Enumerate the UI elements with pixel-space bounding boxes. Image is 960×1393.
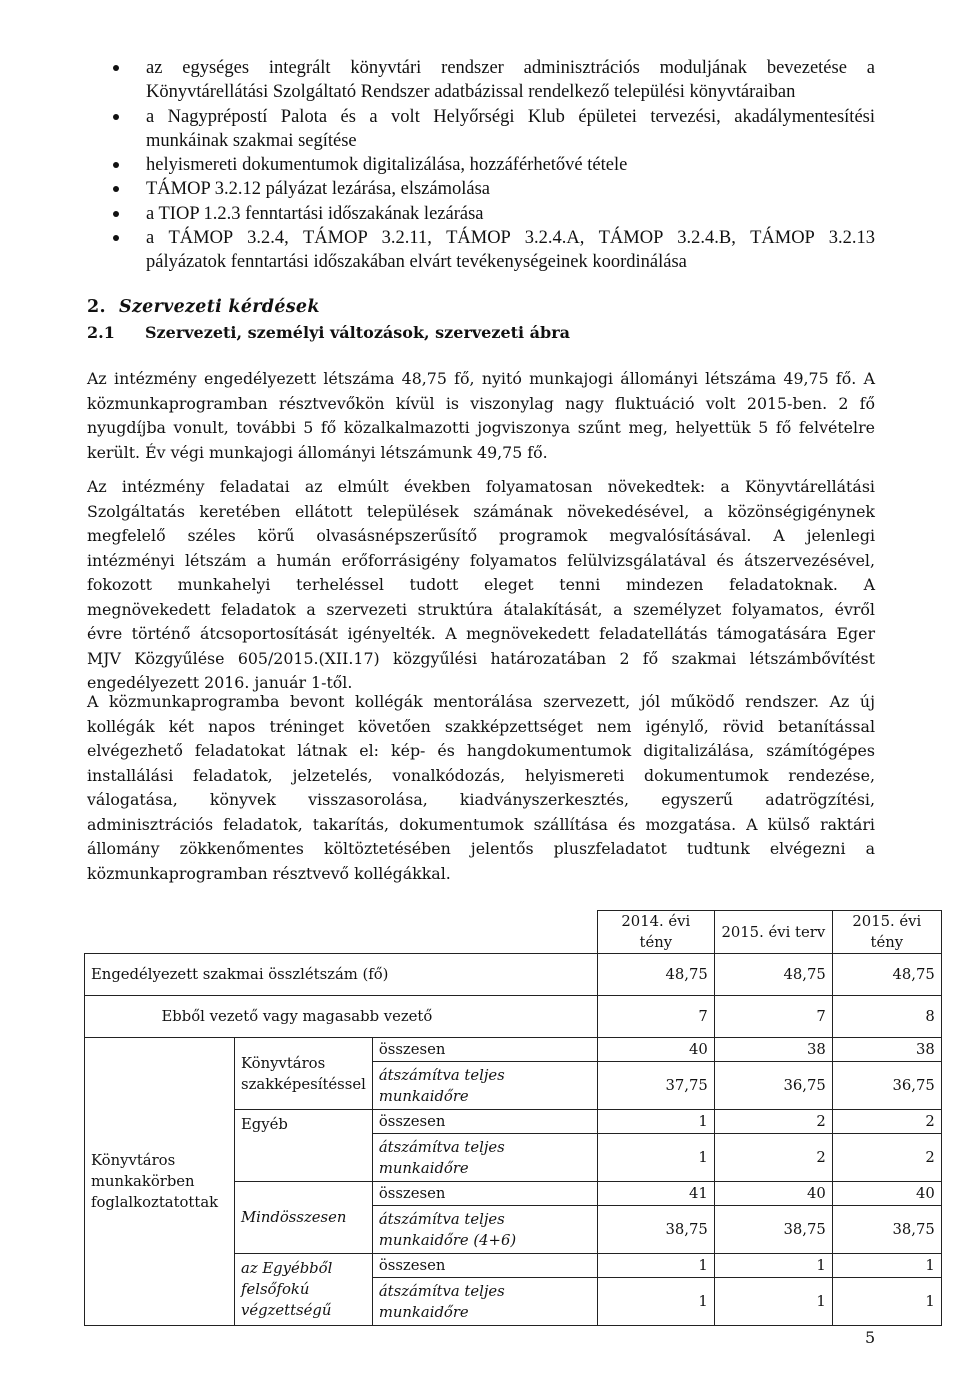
bullet-item: [113, 202, 875, 226]
page-number: 5: [865, 1328, 876, 1347]
table-cell: 7: [597, 996, 714, 1038]
table-cell: 48,75: [597, 954, 714, 996]
subsection-number: 2.1: [87, 323, 115, 342]
table-cell: 1: [597, 1254, 714, 1278]
row-label: átszámítva teljes munkaidőre: [372, 1134, 597, 1182]
section-heading: [87, 297, 320, 317]
table-cell: 48,75: [832, 954, 941, 996]
task-bullet-list: [113, 56, 875, 275]
table-cell: 1: [832, 1254, 941, 1278]
table-cell: 2: [714, 1110, 832, 1134]
row-label: Ebből vezető vagy magasabb vezető: [156, 996, 598, 1038]
paragraph-line: került. Év végi munkajogi állományi létszámunk 49,75 fő.: [87, 442, 548, 462]
paragraph-line: fokozott munkahelyi terheléssel tudott eleget tenni mindezen feladatoknak. A: [87, 575, 875, 594]
table-cell: 40: [714, 1182, 832, 1206]
paragraph-line: Az intézmény engedélyezett létszáma 48,75 fő, nyitó munkajogi állományi létszáma 49,75 fő. A: [87, 369, 875, 388]
paragraph-line: intézményi létszám a humán erőforrásigény folyamatos felülvizsgálatával és átszervezésével,: [87, 550, 875, 570]
table-cell: 2: [714, 1134, 832, 1182]
row-label: összesen: [372, 1110, 597, 1134]
table-cell: 1: [714, 1254, 832, 1278]
paragraph-line: kollégák két napos tréninget követően szakképzettséget nem igénylő, rövid betanítással: [87, 716, 875, 736]
row-label: átszámítva teljes munkaidőre: [372, 1278, 597, 1326]
bullet-line: munkáinak szakmai segítése: [146, 130, 357, 151]
table-row: [85, 1038, 942, 1062]
table-cell: 1: [597, 1134, 714, 1182]
table-cell: 1: [597, 1110, 714, 1134]
group-label: Könyvtáros munkakörben foglalkoztatottak: [85, 1038, 235, 1326]
row-label: átszámítva teljes munkaidőre: [372, 1062, 597, 1110]
table-cell: 2: [832, 1110, 941, 1134]
bullet-line: a Nagyprépostí Palota és a volt Helyőrségi Klub épületei tervezési, akadálymentesítési: [146, 106, 875, 127]
table-cell: 41: [597, 1182, 714, 1206]
bullet-item: [113, 177, 875, 201]
table-row: [85, 954, 942, 996]
table-cell: 1: [714, 1278, 832, 1326]
paragraph-line: A közmunkaprogramba bevont kollégák mentorálása szervezett, jól működő rendszer. Az új: [87, 692, 875, 711]
paragraph-tasks: [87, 475, 875, 696]
bullet-line: a TIOP 1.2.3 fenntartási időszakának lezárása: [146, 203, 484, 224]
paragraph-public-work: [87, 690, 875, 886]
subgroup-label: az Egyébből felsőfokú végzettségű: [235, 1254, 373, 1326]
section-number: 2.: [87, 297, 106, 317]
table-cell: 38,75: [832, 1206, 941, 1254]
paragraph-line: MJV Közgyűlése 605/2015.(XII.17) közgyűlési határozatában 2 fő szakmai létszámbővítést: [87, 648, 875, 668]
staff-table: [84, 910, 942, 1326]
paragraph-line: válogatása, könyvek visszasorolása, kiadványszerkesztés, egyszerű adatrögzítési,: [87, 790, 875, 809]
bullet-item: [113, 153, 875, 177]
table-cell: 8: [832, 996, 941, 1038]
bullet-item: [113, 56, 875, 105]
table-cell: 1: [597, 1278, 714, 1326]
table-header-row: [85, 911, 942, 954]
paragraph-line: engedélyezett 2016. január 1-től.: [87, 673, 353, 692]
paragraph-headcount: [87, 367, 875, 465]
subsection-title: Szervezeti, személyi változások, szervezeti ábra: [145, 323, 571, 342]
table-cell: 38,75: [714, 1206, 832, 1254]
paragraph-line: elvégezhető feladatokat látnak el: kép- és hangdokumentumok digitalizálása, számítógépes: [87, 741, 875, 760]
paragraph-line: adminisztrációs feladatok, takarítás, dokumentumok szállítása és mozgatása. A külső raktári: [87, 814, 875, 834]
paragraph-line: Szolgáltatás keretében ellátott települések számának növekedésével, a közönségigénynek: [87, 501, 875, 521]
table-cell: 40: [832, 1182, 941, 1206]
paragraph-line: nyugdíjba vonult, további 5 fő közalkalmazotti jogviszonya szűnt meg, helyettük 5 fő felvételre: [87, 418, 875, 437]
table-header: 2014. évi tény: [597, 911, 714, 954]
table-cell: 38,75: [597, 1206, 714, 1254]
table-cell: 38: [832, 1038, 941, 1062]
bullet-line: TÁMOP 3.2.12 pályázat lezárása, elszámolása: [146, 179, 491, 200]
paragraph-line: installálási feladatok, jelzetelés, vonalkódozás, helyismereti dokumentumok rendezése,: [87, 765, 875, 785]
row-label: átszámítva teljes munkaidőre (4+6): [372, 1206, 597, 1254]
table-cell: 2: [832, 1134, 941, 1182]
paragraph-line: állomány zökkenőmentes költöztetésében jelentős pluszfeladatot tudtunk elvégezni a: [87, 839, 875, 858]
table-cell: 36,75: [714, 1062, 832, 1110]
bullet-line: Könyvtárellátási Szolgáltató Rendszer adatbázissal rendelkező települési könyvtáraiban: [146, 82, 796, 103]
paragraph-line: Az intézmény feladatai az elmúlt években folyamatosan növekedtek: a Könyvtárellátási: [87, 477, 875, 496]
bullet-line: a TÁMOP 3.2.4, TÁMOP 3.2.11, TÁMOP 3.2.4.A, TÁMOP 3.2.4.B, TÁMOP 3.2.13: [146, 228, 875, 249]
bullet-line: az egységes integrált könyvtári rendszer adminisztrációs moduljának bevezetése a: [146, 58, 875, 78]
table-cell: 38: [714, 1038, 832, 1062]
subgroup-label: Mindösszesen: [235, 1182, 373, 1254]
bullet-line: helyismereti dokumentumok digitalizálása, hozzáférhetővé tétele: [146, 155, 628, 176]
table-cell: 48,75: [714, 954, 832, 996]
table-cell: 36,75: [832, 1062, 941, 1110]
paragraph-line: megfelelő széles körű olvasásnépszerűsítő programok megvalósításával. A jelenlegi: [87, 526, 875, 545]
bullet-item: [113, 105, 875, 154]
paragraph-line: közmunkaprogramban résztvevő kollégákkal.: [87, 863, 451, 883]
bullet-line: pályázatok fenntartási időszakában elvárt tevékenységeinek koordinálása: [146, 252, 687, 273]
table-header: 2015. évi tény: [832, 911, 941, 954]
table-cell: 37,75: [597, 1062, 714, 1110]
table-header: 2015. évi terv: [714, 911, 832, 954]
row-label: Engedélyezett szakmai összlétszám (fő): [85, 954, 598, 996]
table-row: [85, 996, 942, 1038]
table-cell: 1: [832, 1278, 941, 1326]
row-label: összesen: [372, 1038, 597, 1062]
paragraph-line: megnövekedett feladatok a szervezeti struktúra átalakítását, a személyzet folyamatos, évről: [87, 599, 875, 619]
paragraph-line: közmunkaprogramban résztvevőkön kívül is viszonylag nagy fluktuáció volt 2015-ben. 2 fő: [87, 393, 875, 413]
row-label: összesen: [372, 1254, 597, 1278]
table-cell: 7: [714, 996, 832, 1038]
table-cell: 40: [597, 1038, 714, 1062]
paragraph-line: évre történő átcsoportosítását igényelték. A megnövekedett feladatellátás támogatására Eger: [87, 624, 875, 643]
subsection-heading: [87, 323, 570, 342]
subgroup-label: Egyéb: [235, 1110, 373, 1182]
subgroup-label: Könyvtáros szakképesítéssel: [235, 1038, 373, 1110]
bullet-item: [113, 226, 875, 275]
row-label: összesen: [372, 1182, 597, 1206]
section-title: Szervezeti kérdések: [119, 297, 320, 317]
